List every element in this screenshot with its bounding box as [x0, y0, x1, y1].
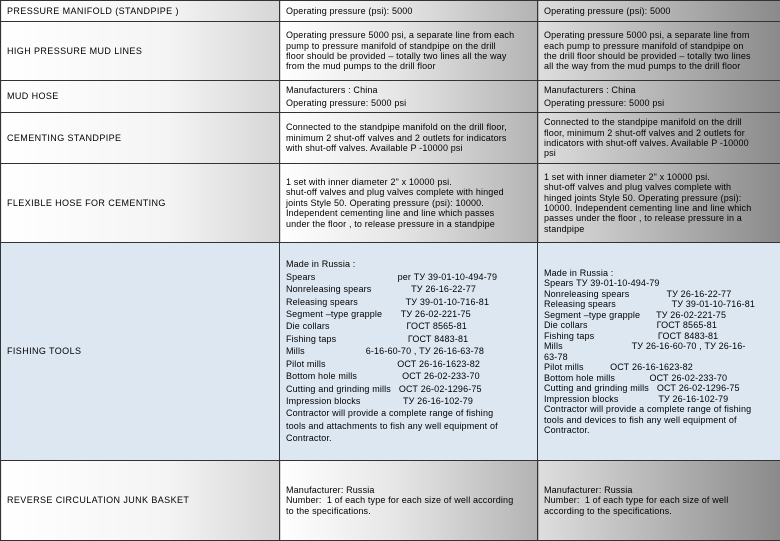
- row-label: FLEXIBLE HOSE FOR CEMENTING: [1, 164, 280, 243]
- spec-cell-primary: [280, 461, 538, 541]
- spec-line: all the way from the mud pumps to the drill floor: [544, 61, 774, 71]
- spec-line: Manufacturers : China: [544, 85, 774, 95]
- spec-line: Operating pressure: 5000 psi: [286, 98, 531, 108]
- spec-line: Impression blocks ТУ 26-16-102-79: [544, 394, 774, 405]
- spec-line: floor should be provided – totally two lines all the way: [286, 51, 531, 61]
- spec-line: Contractor will provide a complete range of fishing: [544, 404, 774, 415]
- spec-line: Connected to the standpipe manifold on the drill: [544, 117, 774, 127]
- spec-line: Bottom hole mills ОСТ 26-02-233-70: [544, 373, 774, 384]
- spec-line: Pilot mills ОСТ 26-16-1623-82: [286, 358, 531, 370]
- spec-line: standpipe: [544, 224, 774, 234]
- spec-line: shut-off valves and plug valves complete with hinged: [286, 187, 531, 197]
- spec-line: each pump to pressure manifold of standpipe on: [544, 41, 774, 51]
- spec-line: Segment –type grapple ТУ 26-02-221-75: [544, 310, 774, 321]
- table-row: [1, 461, 780, 541]
- table-row: [1, 113, 780, 164]
- spec-line: Operating pressure (psi): 5000: [286, 6, 531, 16]
- table-row: [1, 22, 780, 81]
- spec-line: Spears ТУ 39-01-10-494-79: [544, 278, 774, 289]
- spec-line: Nonreleasing spears ТУ 26-16-22-77: [544, 289, 774, 300]
- spec-line: the drill floor should be provided – totally two lines: [544, 51, 774, 61]
- spec-cell-secondary: [538, 164, 780, 243]
- spec-line: Fishing taps ГОСТ 8483-81: [544, 331, 774, 342]
- spec-line: Operating pressure: 5000 psi: [544, 98, 774, 108]
- spec-line: Operating pressure 5000 psi, a separate line from: [544, 30, 774, 40]
- spec-line: psi: [544, 148, 774, 158]
- spec-line: Made in Russia :: [544, 268, 774, 279]
- row-label: MUD HOSE: [1, 81, 280, 113]
- spec-cell-secondary: [538, 81, 780, 113]
- spec-line: Independent cementing line and line which passes: [286, 208, 531, 218]
- spec-line: Contractor will provide a complete range of fishing: [286, 407, 531, 419]
- table-row: [1, 1, 780, 22]
- spec-line: Operating pressure (psi): 5000: [544, 6, 774, 16]
- spec-line: Manufacturer: Russia: [286, 485, 531, 495]
- spec-line: 10000. Independent cementing line and line which: [544, 203, 774, 213]
- row-label: CEMENTING STANDPIPE: [1, 113, 280, 164]
- spec-line: Fishing taps ГОСТ 8483-81: [286, 333, 531, 345]
- spec-line: Cutting and grinding mills ОСТ 26-02-1296-75: [286, 383, 531, 395]
- spec-line: Contractor.: [544, 425, 774, 436]
- spec-line: 63-78: [544, 352, 774, 363]
- spec-line: Pilot mills ОСТ 26-16-1623-82: [544, 362, 774, 373]
- spec-line: Nonreleasing spears ТУ 26-16-22-77: [286, 283, 531, 295]
- spec-line: Made in Russia :: [286, 258, 531, 270]
- spec-line: Mills 6-16-60-70 , ТУ 26-16-63-78: [286, 345, 531, 357]
- spec-line: Die collars ГОСТ 8565-81: [544, 320, 774, 331]
- table-row: [1, 81, 780, 113]
- spec-line: Manufacturers : China: [286, 85, 531, 95]
- spec-cell-primary: [280, 243, 538, 461]
- spec-cell-secondary: [538, 1, 780, 22]
- spec-line: Contractor.: [286, 432, 531, 444]
- spec-cell-secondary: [538, 243, 780, 461]
- spec-line: to the specifications.: [286, 506, 531, 516]
- spec-line: Releasing spears ТУ 39-01-10-716-81: [544, 299, 774, 310]
- spec-line: Segment –type grapple ТУ 26-02-221-75: [286, 308, 531, 320]
- spec-cell-secondary: [538, 22, 780, 81]
- spec-cell-secondary: [538, 113, 780, 164]
- spec-line: joints Style 50. Operating pressure (psi): 10000.: [286, 198, 531, 208]
- spec-line: tools and attachments to fish any well equipment of: [286, 420, 531, 432]
- spec-cell-secondary: [538, 461, 780, 541]
- row-label: HIGH PRESSURE MUD LINES: [1, 22, 280, 81]
- spec-line: Number: 1 of each type for each size of well: [544, 495, 774, 505]
- spec-line: 1 set with inner diameter 2" x 10000 psi.: [286, 177, 531, 187]
- spec-line: Mills ТУ 26-16-60-70 , ТУ 26-16-: [544, 341, 774, 352]
- row-label: PRESSURE MANIFOLD (STANDPIPE ): [1, 1, 280, 22]
- spec-line: Number: 1 of each type for each size of well according: [286, 495, 531, 505]
- spec-line: indicators with shut-off valves. Available P -10000: [544, 138, 774, 148]
- spec-line: pump to pressure manifold of standpipe on the drill: [286, 41, 531, 51]
- spec-line: Manufacturer: Russia: [544, 485, 774, 495]
- spec-cell-primary: [280, 113, 538, 164]
- spec-line: 1 set with inner diameter 2" x 10000 psi.: [544, 172, 774, 182]
- spec-line: under the floor , to release pressure in a standpipe: [286, 219, 531, 229]
- spec-line: Releasing spears ТУ 39-01-10-716-81: [286, 296, 531, 308]
- spec-line: Cutting and grinding mills ОСТ 26-02-1296-75: [544, 383, 774, 394]
- spec-line: with shut-off valves. Available P -10000 psi: [286, 143, 531, 153]
- spec-line: according to the specifications.: [544, 506, 774, 516]
- spec-line: floor, minimum 2 shut-off valves and 2 outlets for: [544, 128, 774, 138]
- table-row: [1, 243, 780, 461]
- spec-line: Spears per ТУ 39-01-10-494-79: [286, 271, 531, 283]
- spec-cell-primary: [280, 164, 538, 243]
- spec-line: Connected to the standpipe manifold on the drill floor,: [286, 122, 531, 132]
- row-label: FISHING TOOLS: [1, 243, 280, 461]
- table-row: [1, 164, 780, 243]
- row-label: REVERSE CIRCULATION JUNK BASKET: [1, 461, 280, 541]
- spec-line: Die collars ГОСТ 8565-81: [286, 320, 531, 332]
- spec-cell-primary: [280, 22, 538, 81]
- spec-line: Impression blocks ТУ 26-16-102-79: [286, 395, 531, 407]
- spec-line: tools and devices to fish any well equipment of: [544, 415, 774, 426]
- spec-line: hinged joints Style 50. Operating pressure (psi):: [544, 193, 774, 203]
- spec-cell-primary: [280, 1, 538, 22]
- spec-line: from the mud pumps to the drill floor: [286, 61, 531, 71]
- spec-line: minimum 2 shut-off valves and 2 outlets for indicators: [286, 133, 531, 143]
- spec-line: shut-off valves and plug valves complete with: [544, 182, 774, 192]
- spec-line: Operating pressure 5000 psi, a separate line from each: [286, 30, 531, 40]
- spec-line: Bottom hole mills ОСТ 26-02-233-70: [286, 370, 531, 382]
- spec-cell-primary: [280, 81, 538, 113]
- spec-line: passes under the floor , to release pressure in a: [544, 213, 774, 223]
